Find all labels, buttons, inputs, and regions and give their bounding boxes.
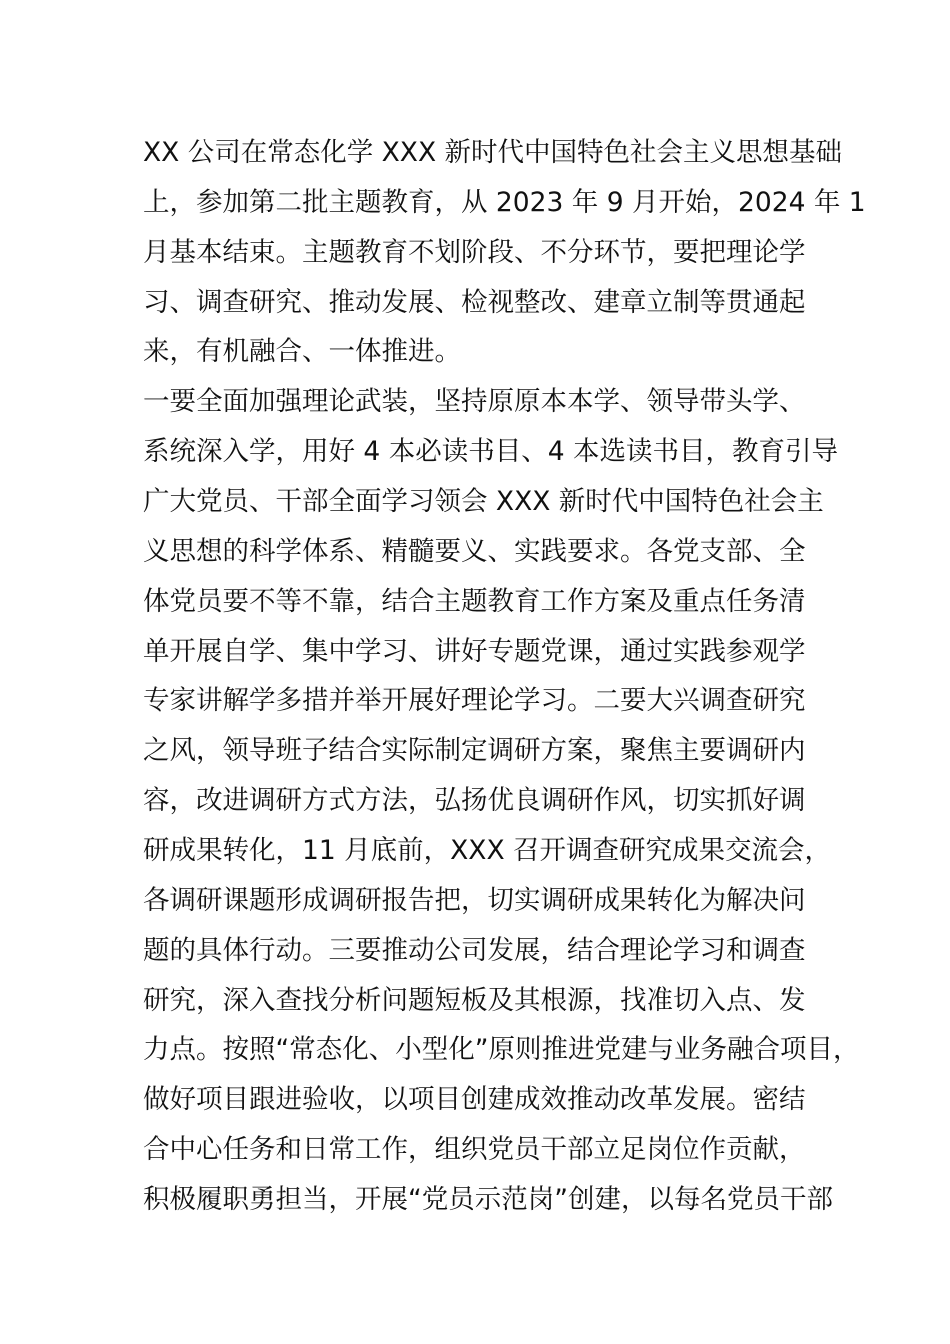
- text-line: 专家讲解学多措并举开展好理论学习。二要大兴调查研究: [143, 685, 806, 717]
- text-line: 研成果转化，11 月底前，XXX 召开调查研究成果交流会，: [143, 835, 832, 867]
- text-line: 合中心任务和日常工作，组织党员干部立足岗位作贡献，: [143, 1134, 806, 1166]
- text-line: 力点。按照“常态化、小型化”原则推进党建与业务融合项目，: [143, 1034, 860, 1066]
- text-line: 各调研课题形成调研报告把，切实调研成果转化为解决问: [143, 884, 806, 916]
- text-line: 单开展自学、集中学习、讲好专题党课，通过实践参观学: [143, 635, 806, 667]
- text-line: 积极履职勇担当，开展“党员示范岗”创建，以每名党员干部: [143, 1184, 833, 1216]
- text-line: 来，有机融合、一体推进。: [143, 336, 461, 368]
- text-line: 容，改进调研方式方法，弘扬优良调研作风，切实抓好调: [143, 785, 806, 817]
- text-line: 月基本结束。主题教育不划阶段、不分环节，要把理论学: [143, 236, 806, 268]
- text-line: 一要全面加强理论武装，坚持原原本本学、领导带头学、: [143, 386, 806, 418]
- text-line: 系统深入学，用好 4 本必读书目、4 本选读书目，教育引导: [143, 436, 838, 468]
- body-text: [143, 128, 866, 1225]
- text-line: XX 公司在常态化学 XXX 新时代中国特色社会主义思想基础: [143, 137, 843, 168]
- text-line: 体党员要不等不靠，结合主题教育工作方案及重点任务清: [143, 585, 806, 617]
- text-line: 广大党员、干部全面学习领会 XXX 新时代中国特色社会主: [143, 486, 824, 518]
- text-line: 上，参加第二批主题教育，从 2023 年 9 月开始，2024 年 1: [143, 186, 866, 218]
- text-line: 研究，深入查找分析问题短板及其根源，找准切入点、发: [143, 984, 806, 1016]
- text-line: 习、调查研究、推动发展、检视整改、建章立制等贯通起: [143, 286, 806, 318]
- text-line: 义思想的科学体系、精髓要义、实践要求。各党支部、全: [143, 535, 806, 567]
- text-line: 题的具体行动。三要推动公司发展，结合理论学习和调查: [143, 934, 806, 966]
- text-line: 之风，领导班子结合实际制定调研方案，聚焦主要调研内: [143, 735, 806, 767]
- text-line: 做好项目跟进验收，以项目创建成效推动改革发展。密结: [143, 1084, 806, 1116]
